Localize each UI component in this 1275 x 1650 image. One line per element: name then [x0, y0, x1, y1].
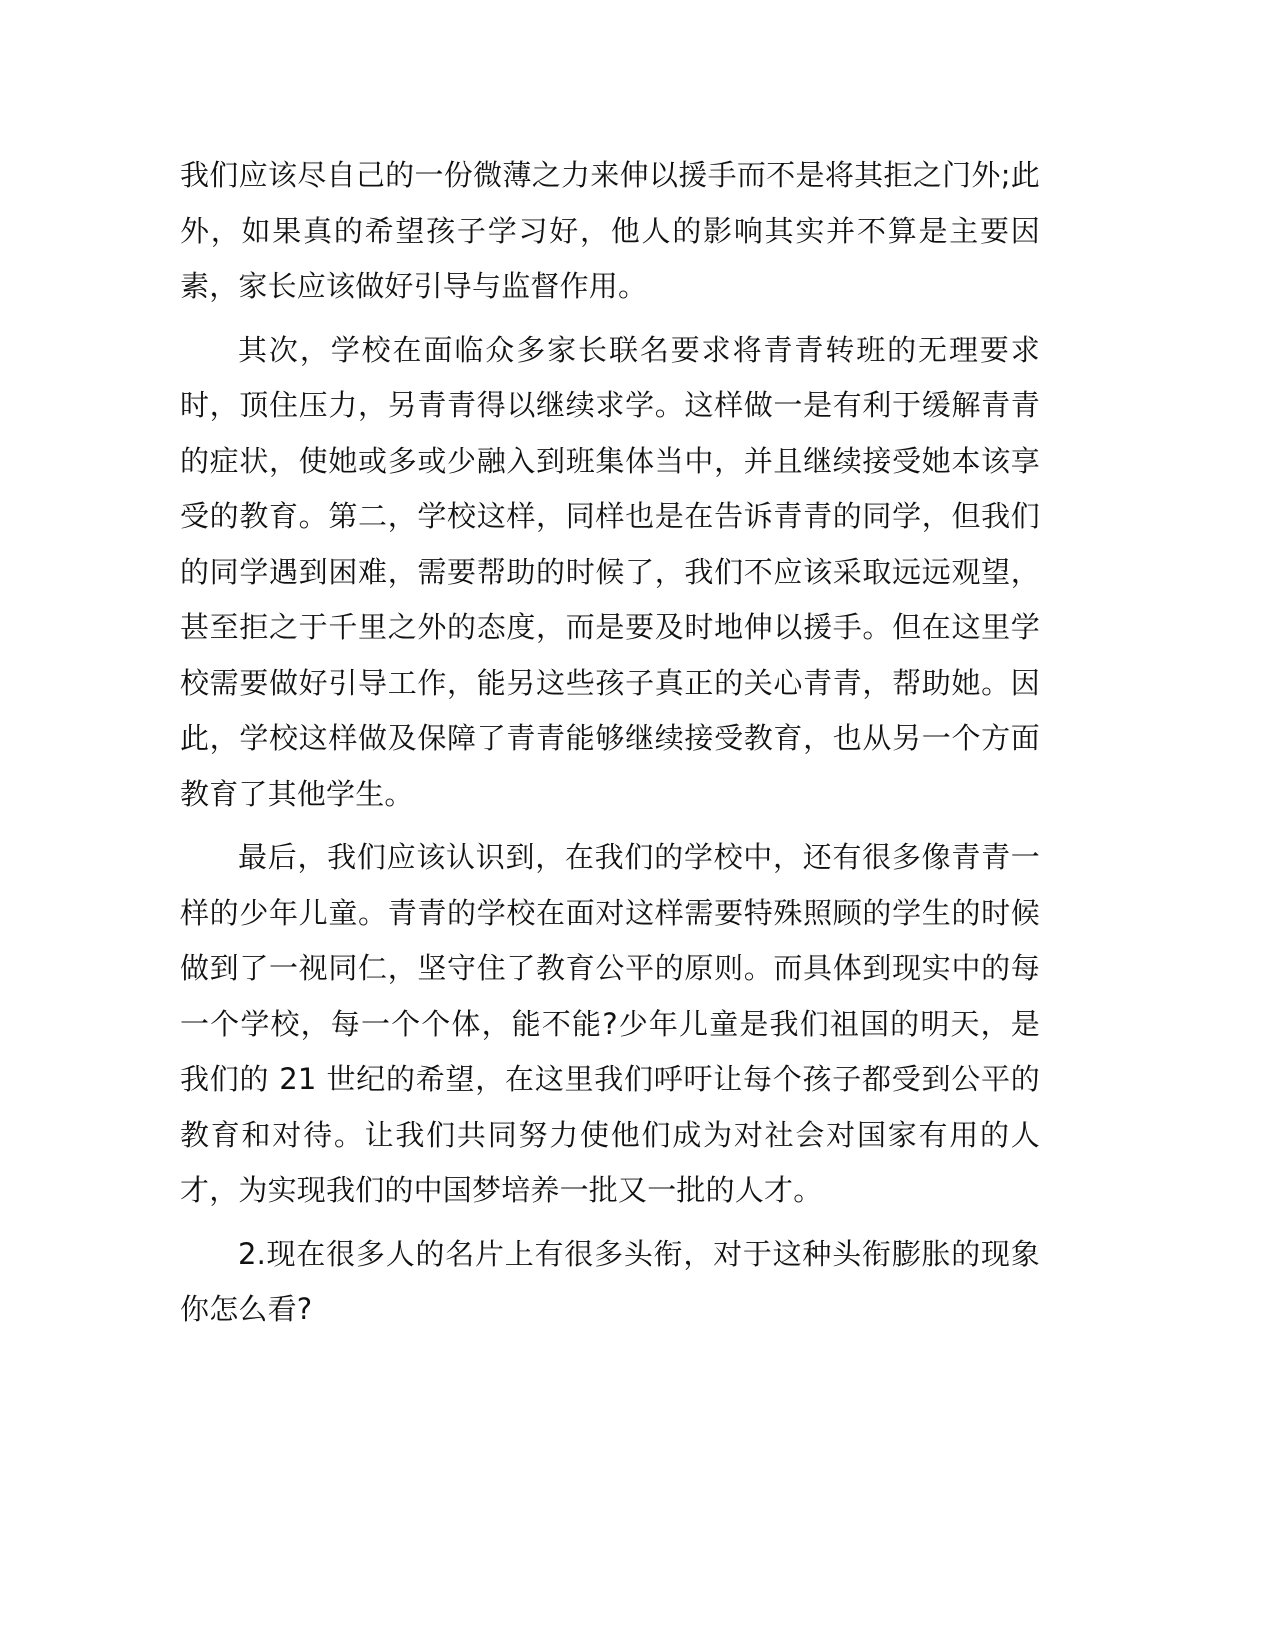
- paragraph-question-2: 2.现在很多人的名片上有很多头衔，对于这种头衔膨胀的现象你怎么看?: [180, 1236, 1040, 1326]
- document-body: [180, 148, 1040, 1346]
- paragraph-continuation: 我们应该尽自己的一份微薄之力来伸以援手而不是将其拒之门外;此外，如果真的希望孩子学习好，他人的影响其实并不算是主要因素，家长应该做好引导与监督作用。: [180, 158, 1040, 303]
- paragraph-final-point: 最后，我们应该认识到，在我们的学校中，还有很多像青青一样的少年儿童。青青的学校在面对这样需要特殊照顾的学生的时候做到了一视同仁，坚守住了教育公平的原则。而具体到现实中的每一个学校，每一个个体，能不能?少年儿童是我们祖国的明天，是我们的 21 世纪的希望，在这里我们呼吁让每个孩子都受到公平的教育和对待。让我们共同努力使他们成为对社会对国家有用的人才，为实现我们的中国梦培养一批又一批的人才。: [180, 840, 1040, 1207]
- paragraph-second-point: 其次，学校在面临众多家长联名要求将青青转班的无理要求时，顶住压力，另青青得以继续求学。这样做一是有利于缓解青青的症状，使她或多或少融入到班集体当中，并且继续接受她本该享受的教育。第二，学校这样，同样也是在告诉青青的同学，但我们的同学遇到困难，需要帮助的时候了，我们不应该采取远远观望，甚至拒之于千里之外的态度，而是要及时地伸以援手。但在这里学校需要做好引导工作，能另这些孩子真正的关心青青，帮助她。因此，学校这样做及保障了青青能够继续接受教育，也从另一个方面教育了其他学生。: [180, 332, 1040, 811]
